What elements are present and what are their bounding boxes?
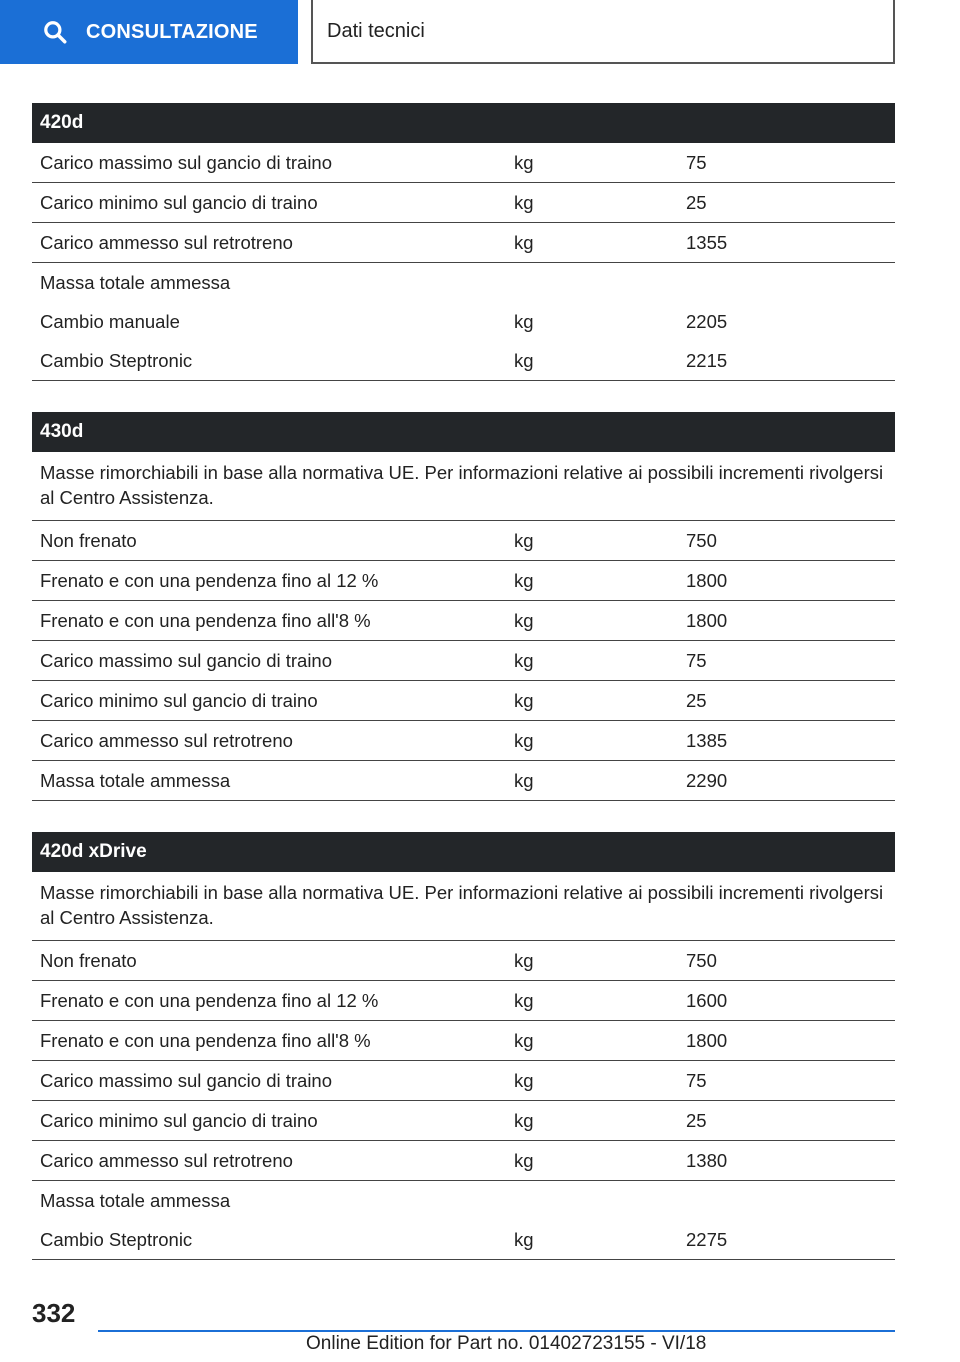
table-row: [32, 941, 895, 981]
row-label: Carico minimo sul gancio di traino: [40, 1109, 318, 1131]
row-value: 750: [686, 949, 717, 971]
table-row: [32, 561, 895, 601]
table-row: [32, 761, 895, 801]
row-value: 2290: [686, 769, 728, 791]
row-value: 1800: [686, 1029, 728, 1051]
table-note: Masse rimorchiabili in base alla normativa UE. Per informazioni relative ai possibili incrementi rivolgersi al Centro Assistenza.: [32, 452, 895, 521]
table-row: [32, 1220, 895, 1260]
row-value: 1355: [686, 231, 728, 253]
row-unit: kg: [514, 231, 534, 253]
row-label: Massa totale ammessa: [40, 769, 231, 791]
table-row: [32, 183, 895, 223]
row-label: Massa totale ammessa: [40, 271, 231, 293]
row-value: 1800: [686, 609, 728, 631]
table-row: [32, 302, 895, 341]
row-unit: kg: [514, 349, 534, 371]
row-value: 1600: [686, 989, 728, 1011]
row-label: Carico minimo sul gancio di traino: [40, 191, 318, 213]
consultazione-tab[interactable]: [0, 0, 298, 64]
row-label: Carico ammesso sul retrotreno: [40, 1149, 293, 1171]
table-row: [32, 681, 895, 721]
row-unit: kg: [514, 310, 534, 332]
row-value: 2215: [686, 349, 728, 371]
table-row: [32, 1181, 895, 1220]
row-label: Frenato e con una pendenza fino all'8 %: [40, 609, 371, 631]
table-row: [32, 1021, 895, 1061]
row-value: 2275: [686, 1228, 728, 1250]
consultazione-label: CONSULTAZIONE: [86, 20, 258, 43]
table-row: [32, 641, 895, 681]
row-value: 1800: [686, 569, 728, 591]
row-value: 75: [686, 649, 707, 671]
row-value: 25: [686, 1109, 707, 1131]
row-unit: kg: [514, 949, 534, 971]
row-label: Non frenato: [40, 949, 137, 971]
row-label: Frenato e con una pendenza fino al 12 %: [40, 569, 379, 591]
row-unit: kg: [514, 609, 534, 631]
row-label: Massa totale ammessa: [40, 1189, 231, 1211]
table-row: [32, 1141, 895, 1181]
row-unit: kg: [514, 569, 534, 591]
row-unit: kg: [514, 1228, 534, 1250]
section-title-text: Dati tecnici: [327, 19, 425, 42]
table-row: [32, 601, 895, 641]
row-unit: kg: [514, 1029, 534, 1051]
table-row: [32, 521, 895, 561]
row-unit: kg: [514, 989, 534, 1011]
row-label: Frenato e con una pendenza fino al 12 %: [40, 989, 379, 1011]
row-unit: kg: [514, 1109, 534, 1131]
row-value: 1380: [686, 1149, 728, 1171]
row-label: Non frenato: [40, 529, 137, 551]
table-420d: [32, 103, 895, 381]
row-label: Carico massimo sul gancio di traino: [40, 1069, 333, 1091]
row-unit: kg: [514, 151, 534, 173]
table-note: Masse rimorchiabili in base alla normativa UE. Per informazioni relative ai possibili incrementi rivolgersi al Centro Assistenza.: [32, 872, 895, 941]
table-420d-xdrive: [32, 832, 895, 1260]
row-label: Carico ammesso sul retrotreno: [40, 231, 293, 253]
row-value: 2205: [686, 310, 728, 332]
row-label: Carico massimo sul gancio di traino: [40, 151, 333, 173]
row-value: 25: [686, 689, 707, 711]
table-title: 420d: [32, 103, 895, 143]
table-row: [32, 263, 895, 302]
row-value: 1385: [686, 729, 728, 751]
table-row: [32, 721, 895, 761]
table-row: [32, 981, 895, 1021]
table-title: 420d xDrive: [32, 832, 895, 872]
row-unit: kg: [514, 649, 534, 671]
edition-text: Online Edition for Part no. 01402723155 - VI/18: [306, 1333, 707, 1354]
row-value: 75: [686, 1069, 707, 1091]
row-label: Carico ammesso sul retrotreno: [40, 729, 293, 751]
row-value: 750: [686, 529, 717, 551]
table-430d: [32, 412, 895, 801]
page-number: 332: [32, 1298, 76, 1328]
table-row: [32, 1061, 895, 1101]
row-unit: kg: [514, 1149, 534, 1171]
search-icon: [42, 19, 68, 45]
row-unit: kg: [514, 769, 534, 791]
table-row: [32, 341, 895, 381]
footer-divider: [98, 1330, 895, 1332]
row-unit: kg: [514, 529, 534, 551]
row-label: Cambio manuale: [40, 310, 180, 332]
row-label: Carico massimo sul gancio di traino: [40, 649, 333, 671]
tech-data-content: [32, 103, 895, 1291]
row-value: 25: [686, 191, 707, 213]
table-title: 430d: [32, 412, 895, 452]
table-row: [32, 143, 895, 183]
row-unit: kg: [514, 689, 534, 711]
row-unit: kg: [514, 729, 534, 751]
section-title: [311, 0, 895, 64]
row-value: 75: [686, 151, 707, 173]
row-label: Frenato e con una pendenza fino all'8 %: [40, 1029, 371, 1051]
row-label: Carico minimo sul gancio di traino: [40, 689, 318, 711]
row-label: Cambio Steptronic: [40, 1228, 193, 1250]
table-row: [32, 223, 895, 263]
row-label: Cambio Steptronic: [40, 349, 193, 371]
table-row: [32, 1101, 895, 1141]
row-unit: kg: [514, 191, 534, 213]
row-unit: kg: [514, 1069, 534, 1091]
